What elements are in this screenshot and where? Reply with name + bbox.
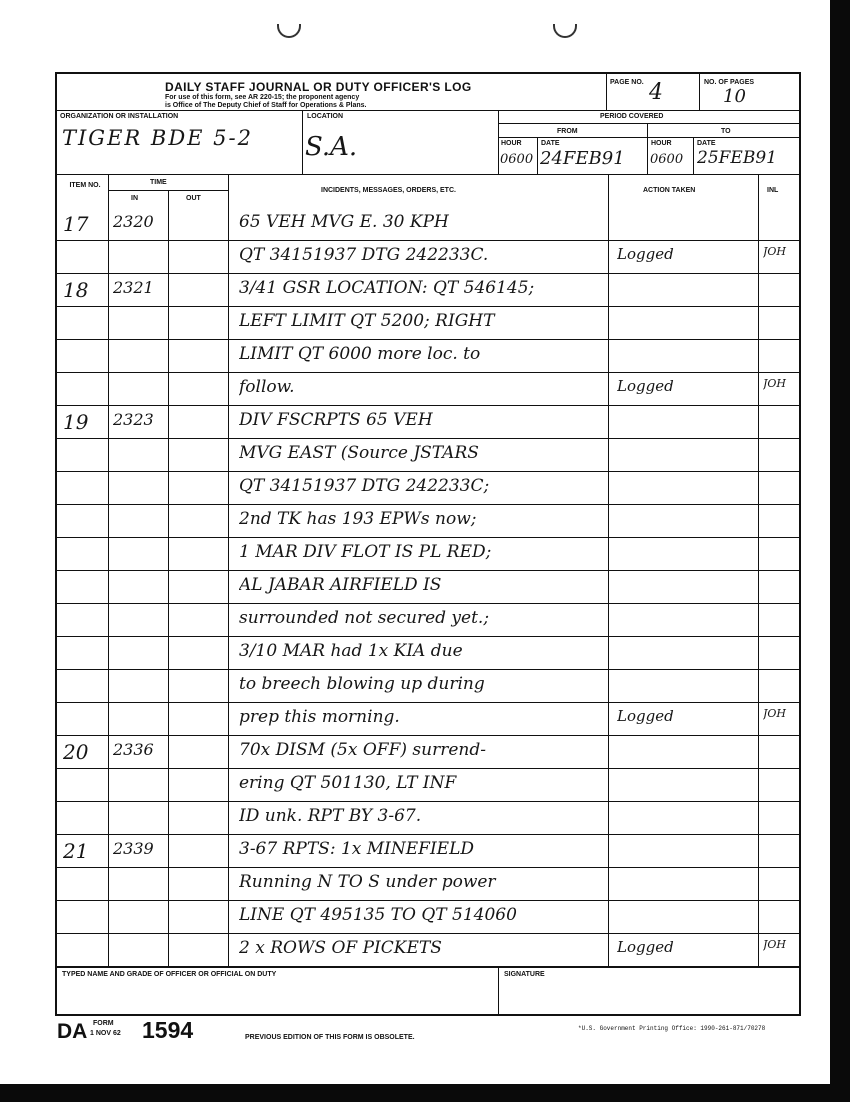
table-row [57, 538, 799, 571]
row-time-in: 2339 [113, 839, 154, 858]
row-initials: JOH [763, 938, 787, 951]
row-action-taken: Logged [617, 938, 674, 956]
from-date-value: 24FEB91 [540, 148, 625, 169]
row-action-taken: Logged [617, 707, 674, 725]
from-hour-label: HOUR [501, 140, 522, 147]
form-prefix: DA [57, 1020, 88, 1043]
form-word: FORM [93, 1020, 114, 1027]
row-incident-text: 3/41 GSR LOCATION: QT 546145; [239, 278, 535, 298]
row-incident-text: ID unk. RPT BY 3-67. [239, 806, 422, 826]
duty-log-form [55, 72, 801, 1016]
row-action-taken: Logged [617, 377, 674, 395]
table-row [57, 703, 799, 736]
to-label: TO [721, 128, 731, 135]
table-row [57, 307, 799, 340]
table-row [57, 208, 799, 241]
scan-edge-bottom [0, 1084, 850, 1102]
col-action-header: ACTION TAKEN [643, 187, 696, 194]
location-value: S.A. [305, 132, 358, 162]
row-time-in: 2323 [113, 410, 154, 429]
no-of-pages-label: NO. OF PAGES [704, 79, 755, 86]
row-incident-text: QT 34151937 DTG 242233C; [239, 476, 490, 496]
to-date-label: DATE [697, 140, 716, 147]
row-incident-text: AL JABAR AIRFIELD IS [239, 575, 442, 595]
form-date: 1 NOV 62 [90, 1030, 121, 1037]
row-incident-text: follow. [239, 377, 295, 397]
organization-value: TIGER BDE 5-2 [62, 126, 253, 150]
row-time-in: 2336 [113, 740, 154, 759]
table-row [57, 835, 799, 868]
binder-hole-left [277, 24, 301, 38]
table-row [57, 340, 799, 373]
form-number: 1594 [142, 1017, 194, 1043]
row-incident-text: prep this morning. [239, 707, 400, 727]
page-no-value: 4 [649, 80, 663, 105]
table-row [57, 571, 799, 604]
no-of-pages-value: 10 [723, 86, 746, 107]
table-row [57, 901, 799, 934]
signer-label: TYPED NAME AND GRADE OF OFFICER OR OFFICIAL ON DUTY [62, 971, 277, 978]
table-row [57, 769, 799, 802]
table-row [57, 934, 799, 967]
row-incident-text: LEFT LIMIT QT 5200; RIGHT [239, 311, 495, 331]
scan-edge-right [830, 0, 850, 1102]
table-row [57, 670, 799, 703]
row-item-no: 17 [63, 212, 89, 236]
location-label: LOCATION [307, 113, 344, 120]
form-title: DAILY STAFF JOURNAL OR DUTY OFFICER'S LOG [165, 80, 472, 94]
row-incident-text: Running N TO S under power [239, 872, 496, 892]
row-action-taken: Logged [617, 245, 674, 263]
table-row [57, 637, 799, 670]
row-item-no: 19 [63, 410, 89, 434]
row-incident-text: 2nd TK has 193 EPWs now; [239, 509, 477, 529]
row-incident-text: LINE QT 495135 TO QT 514060 [239, 905, 517, 925]
previous-edition-note: PREVIOUS EDITION OF THIS FORM IS OBSOLETE. [245, 1034, 415, 1041]
to-hour-label: HOUR [651, 140, 672, 147]
row-incident-text: 3/10 MAR had 1x KIA due [239, 641, 463, 661]
row-item-no: 20 [63, 740, 89, 764]
row-incident-text: 1 MAR DIV FLOT IS PL RED; [239, 542, 492, 562]
table-row [57, 472, 799, 505]
table-row [57, 736, 799, 769]
row-initials: JOH [763, 245, 787, 258]
row-incident-text: 65 VEH MVG E. 30 KPH [239, 212, 449, 232]
row-item-no: 21 [63, 839, 89, 863]
table-row [57, 802, 799, 835]
col-incidents-header: INCIDENTS, MESSAGES, ORDERS, ETC. [321, 187, 456, 194]
signature-label: SIGNATURE [504, 971, 545, 978]
form-subtitle-2: is Office of The Deputy Chief of Staff for Operations & Plans. [165, 102, 367, 109]
organization-label: ORGANIZATION OR INSTALLATION [60, 113, 179, 120]
form-subtitle-1: For use of this form, see AR 220-15; the proponent agency [165, 94, 360, 101]
row-incident-text: MVG EAST (Source JSTARS [239, 443, 479, 463]
table-row [57, 274, 799, 307]
col-out-header: OUT [186, 195, 201, 202]
table-row [57, 505, 799, 538]
to-hour-value: 0600 [650, 152, 684, 167]
period-covered-label: PERIOD COVERED [600, 113, 664, 120]
table-row [57, 241, 799, 274]
from-label: FROM [557, 128, 578, 135]
printing-office-note: *U.S. Government Printing Office: 1990-261-871/70278 [578, 1025, 766, 1032]
row-item-no: 18 [63, 278, 89, 302]
from-date-label: DATE [541, 140, 560, 147]
col-time-header: TIME [150, 179, 167, 186]
row-time-in: 2321 [113, 278, 154, 297]
log-entries [57, 208, 799, 967]
row-incident-text: 2 x ROWS OF PICKETS [239, 938, 442, 958]
col-in-header: IN [131, 195, 138, 202]
table-row [57, 406, 799, 439]
table-row [57, 373, 799, 406]
col-inl-header: INL [767, 187, 779, 194]
from-hour-value: 0600 [500, 152, 534, 167]
row-incident-text: surrounded not secured yet.; [239, 608, 490, 628]
binder-hole-right [553, 24, 577, 38]
table-row [57, 604, 799, 637]
row-initials: JOH [763, 377, 787, 390]
row-time-in: 2320 [113, 212, 154, 231]
row-incident-text: DIV FSCRPTS 65 VEH [239, 410, 433, 430]
col-item-header: ITEM NO. [69, 182, 101, 189]
row-incident-text: to breech blowing up during [239, 674, 485, 694]
row-incident-text: 70x DISM (5x OFF) surrend- [239, 740, 486, 760]
row-initials: JOH [763, 707, 787, 720]
to-date-value: 25FEB91 [697, 148, 777, 168]
table-row [57, 439, 799, 472]
row-incident-text: LIMIT QT 6000 more loc. to [239, 344, 481, 364]
table-row [57, 868, 799, 901]
row-incident-text: QT 34151937 DTG 242233C. [239, 245, 489, 265]
row-incident-text: 3-67 RPTS: 1x MINEFIELD [239, 839, 475, 859]
page-no-label: PAGE NO. [610, 79, 644, 86]
row-incident-text: ering QT 501130, LT INF [239, 773, 457, 793]
